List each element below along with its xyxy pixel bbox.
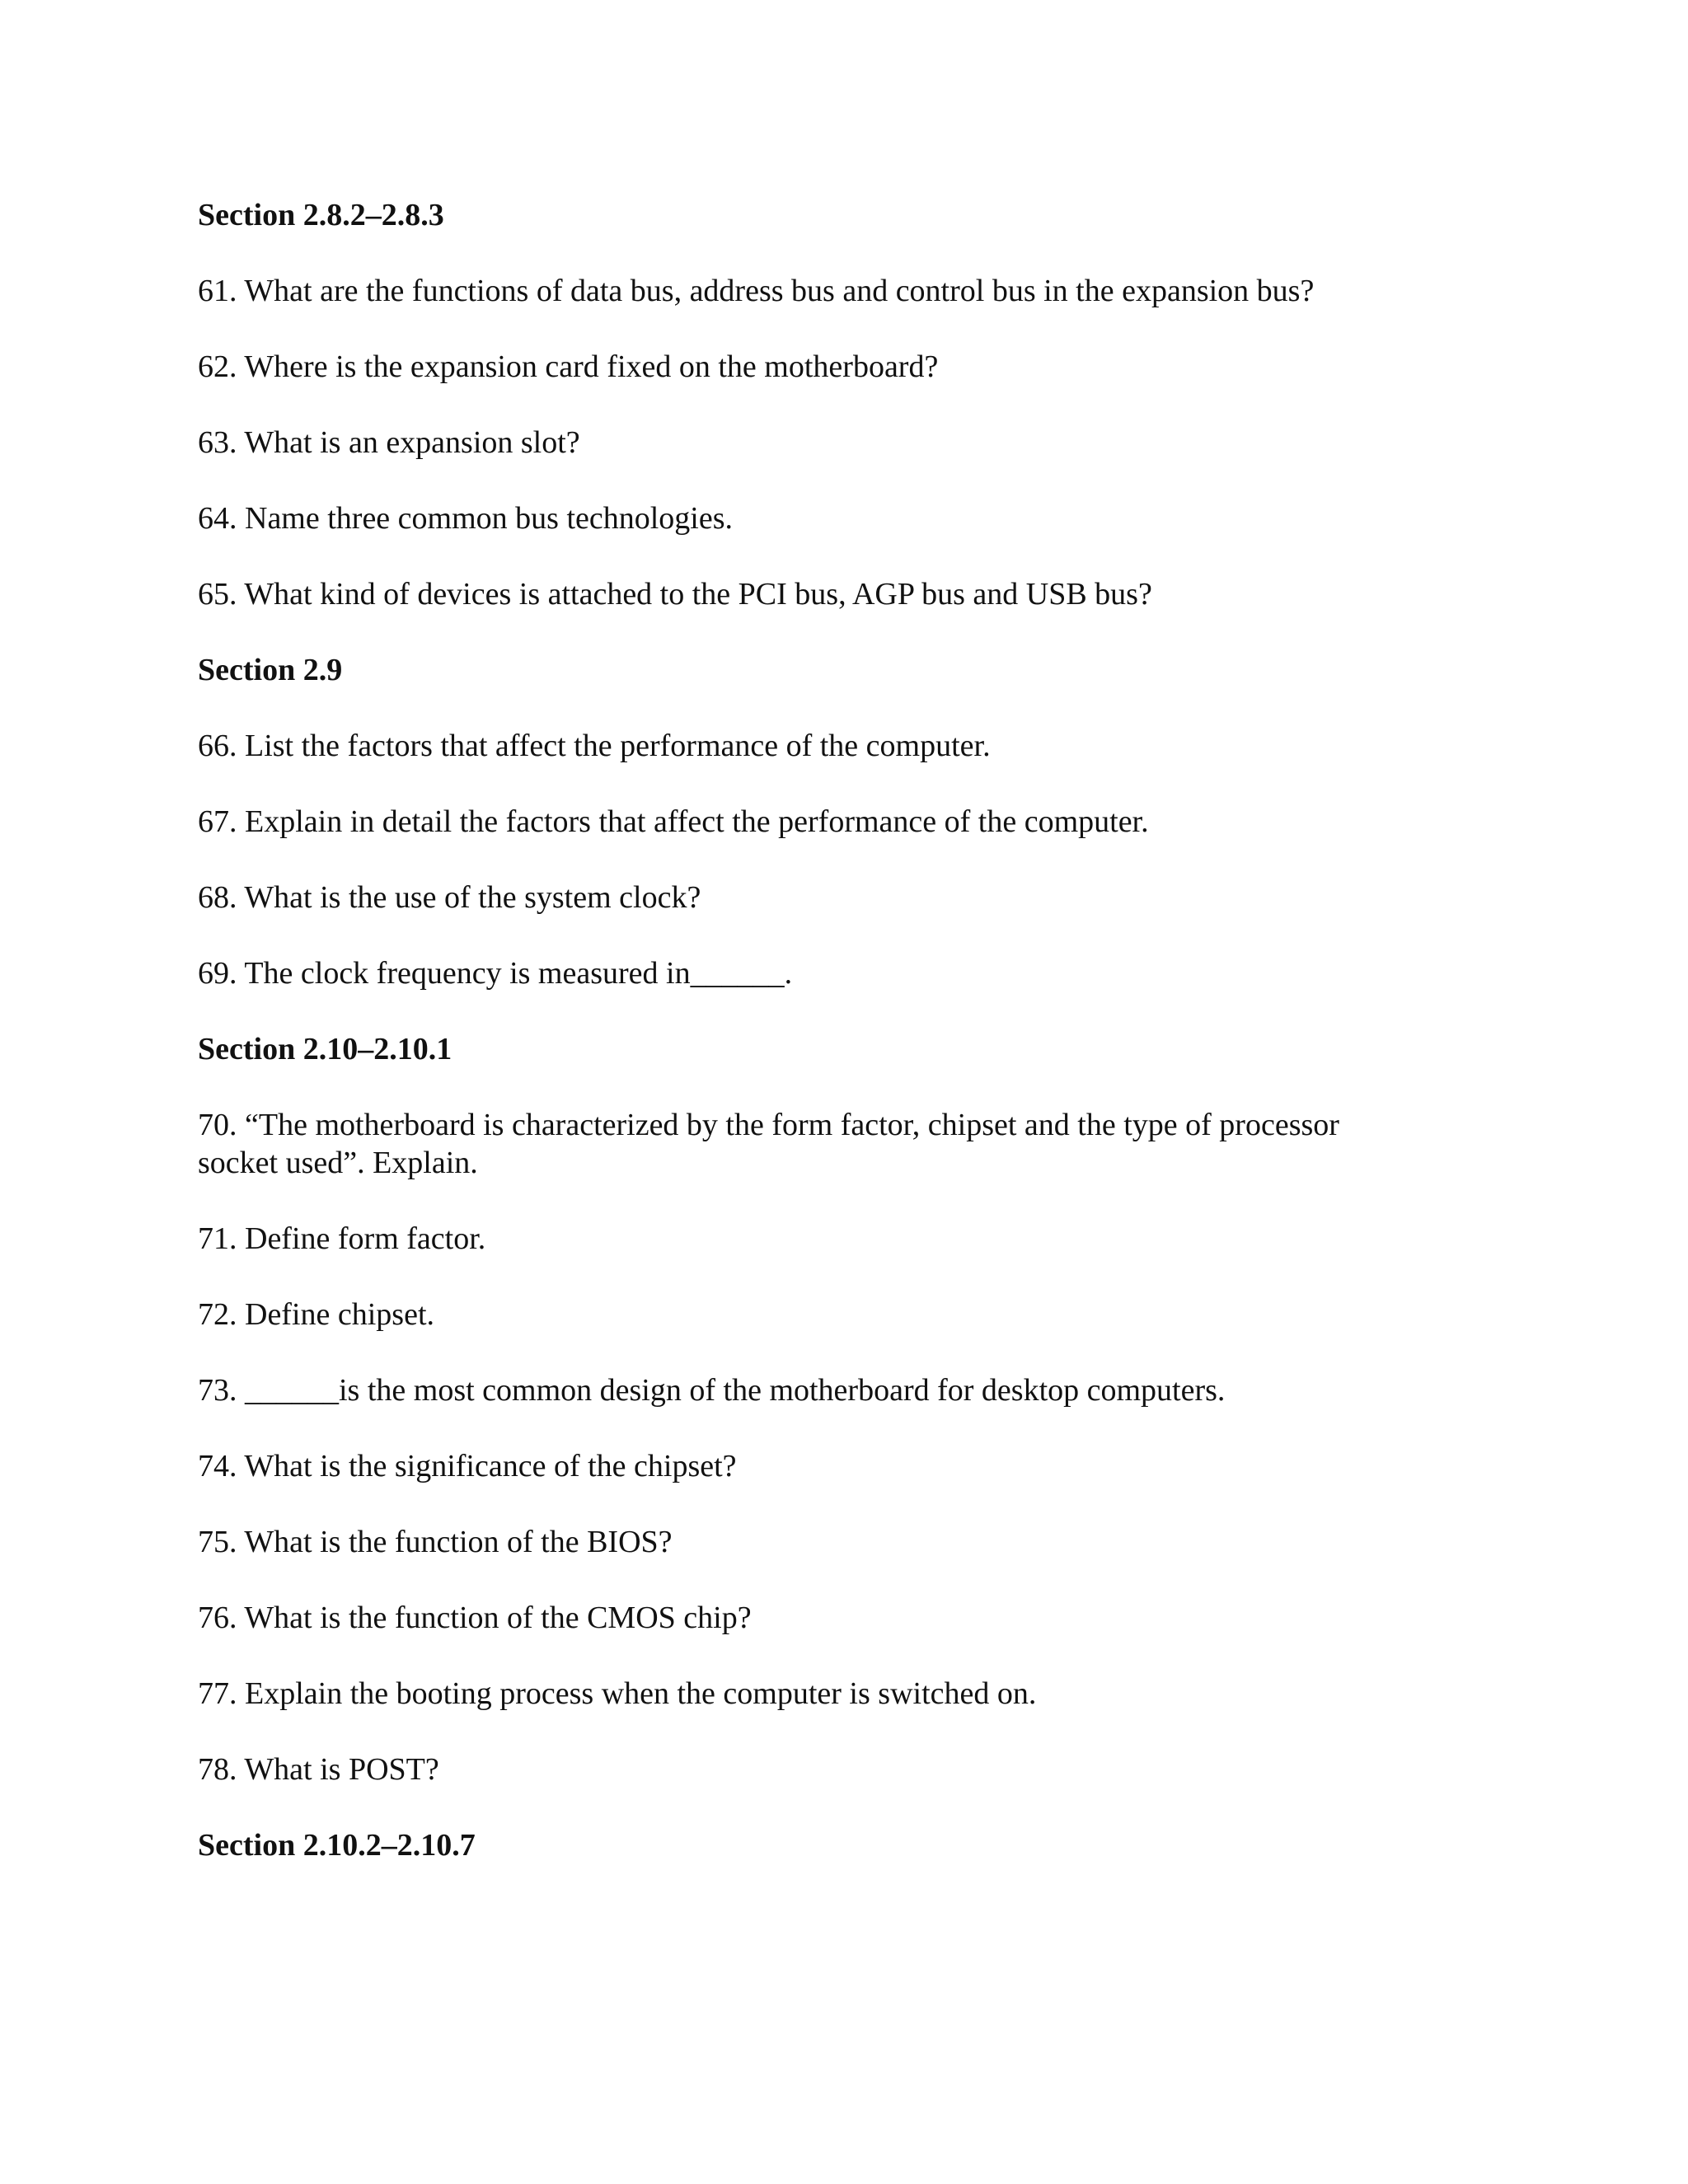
question-71: 71. Define form factor. bbox=[198, 1221, 486, 1256]
question-68: 68. What is the use of the system clock? bbox=[198, 880, 701, 915]
question-66: 66. List the factors that affect the performance of the computer. bbox=[198, 729, 991, 763]
question-67: 67. Explain in detail the factors that affect the performance of the computer. bbox=[198, 804, 1149, 839]
question-64: 64. Name three common bus technologies. bbox=[198, 501, 734, 536]
question-62: 62. Where is the expansion card fixed on the motherboard? bbox=[198, 349, 939, 384]
question-76: 76. What is the function of the CMOS chip? bbox=[198, 1601, 752, 1635]
question-74: 74. What is the significance of the chipset? bbox=[198, 1449, 737, 1483]
question-61: 61. What are the functions of data bus, address bus and control bus in the expansion bus? bbox=[198, 274, 1315, 308]
section-heading: Section 2.8.2–2.8.3 bbox=[198, 198, 444, 232]
question-73: 73. ______is the most common design of the motherboard for desktop computers. bbox=[198, 1373, 1226, 1408]
question-69: 69. The clock frequency is measured in______. bbox=[198, 956, 793, 991]
section-heading: Section 2.10.2–2.10.7 bbox=[198, 1828, 476, 1863]
question-75: 75. What is the function of the BIOS? bbox=[198, 1525, 673, 1559]
question-72: 72. Define chipset. bbox=[198, 1297, 435, 1332]
question-78: 78. What is POST? bbox=[198, 1752, 439, 1787]
question-70: 70. “The motherboard is characterized by the form factor, chipset and the type of processor bbox=[198, 1108, 1339, 1142]
section-heading: Section 2.10–2.10.1 bbox=[198, 1032, 452, 1066]
question-70-continuation: socket used”. Explain. bbox=[198, 1146, 478, 1180]
section-heading: Section 2.9 bbox=[198, 653, 343, 687]
question-77: 77. Explain the booting process when the computer is switched on. bbox=[198, 1676, 1037, 1711]
question-63: 63. What is an expansion slot? bbox=[198, 425, 580, 460]
question-65: 65. What kind of devices is attached to the PCI bus, AGP bus and USB bus? bbox=[198, 577, 1152, 612]
